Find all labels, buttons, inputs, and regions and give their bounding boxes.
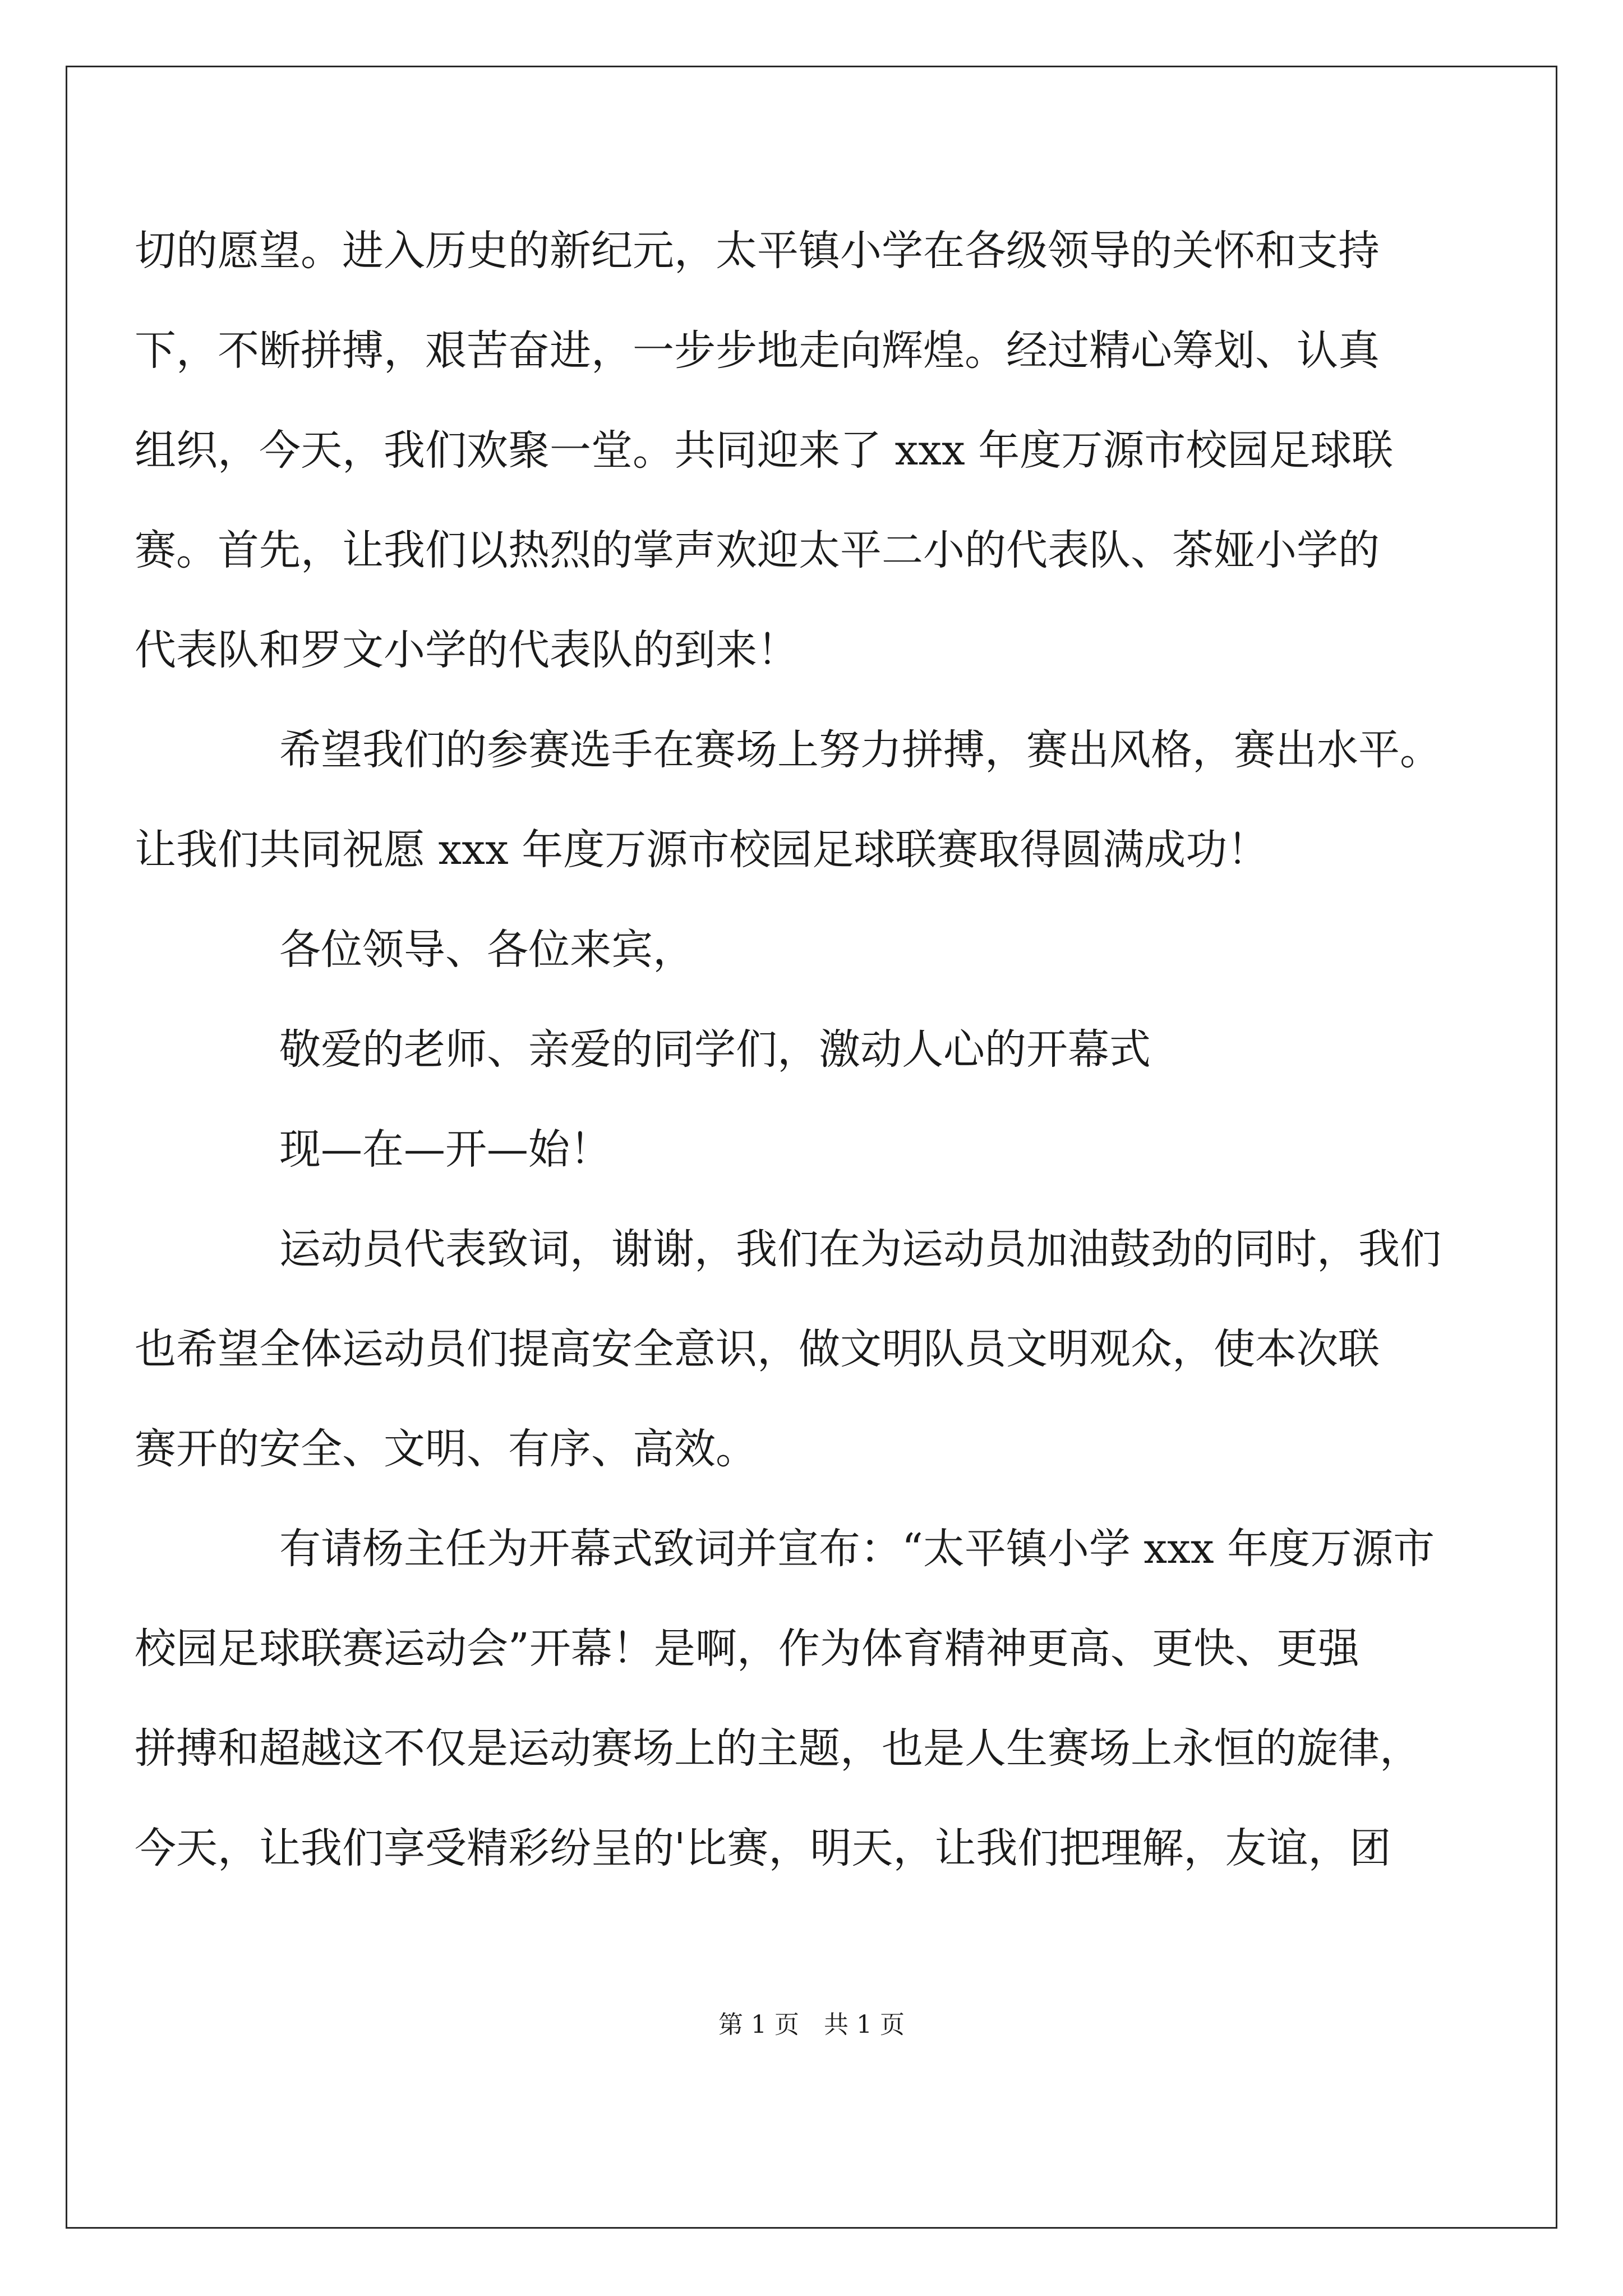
text-line: 代表队和罗文小学的代表队的到来！	[135, 626, 799, 674]
page-number-footer: 第 1 页 共 1 页	[718, 2010, 905, 2039]
text-line: 校园足球联赛运动会”开幕！是啊，作为体育精神更高、更快、更强	[135, 1625, 1359, 1673]
paragraph-line: 运动员代表致词，谢谢，我们在为运动员加油鼓劲的同时，我们	[279, 1225, 1441, 1273]
paragraph-line: 敬爱的老师、亲爱的同学们，激动人心的开幕式	[279, 1025, 1151, 1074]
text-line: 拼搏和超越这不仅是运动赛场上的主题，也是人生赛场上永恒的旋律，	[135, 1724, 1421, 1773]
text-line: 赛。首先，让我们以热烈的掌声欢迎太平二小的代表队、茶娅小学的	[135, 526, 1380, 574]
paragraph-line: 有请杨主任为开幕式致词并宣布：“太平镇小学 xxx 年度万源市	[279, 1525, 1435, 1573]
text-line: 组织，今天，我们欢聚一堂。共同迎来了 xxx 年度万源市校园足球联	[135, 426, 1394, 475]
text-line: 切的愿望。进入历史的新纪元，太平镇小学在各级领导的关怀和支持	[135, 227, 1380, 275]
text-line: 今天，让我们享受精彩纷呈的'比赛，明天，让我们把理解，友谊，团	[135, 1824, 1391, 1872]
text-line: 也希望全体运动员们提高安全意识，做文明队员文明观众，使本次联	[135, 1325, 1380, 1373]
text-line: 让我们共同祝愿 xxx 年度万源市校园足球联赛取得圆满成功！	[135, 826, 1269, 874]
paragraph-line: 现—在—开—始！	[279, 1125, 611, 1174]
text-line: 赛开的安全、文明、有序、高效。	[135, 1425, 757, 1473]
paragraph-line: 各位领导、各位来宾，	[279, 926, 694, 974]
paragraph-line: 希望我们的参赛选手在赛场上努力拼搏，赛出风格，赛出水平。	[279, 726, 1441, 774]
text-line: 下，不断拼搏，艰苦奋进，一步步地走向辉煌。经过精心筹划、认真	[135, 326, 1380, 375]
